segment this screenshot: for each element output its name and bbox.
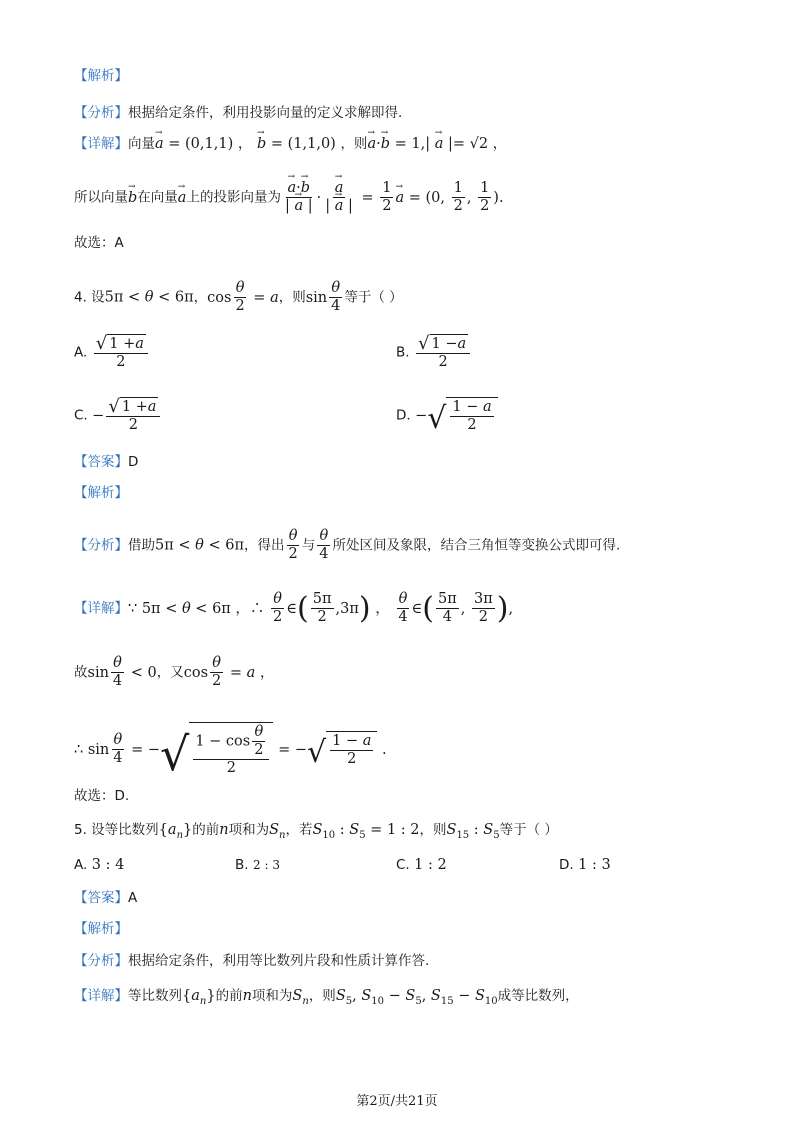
q4-sign-line: 故sin $\frac{\theta}{4}$ < 0，又cos $\frac{\theta}{2}$ = a ， [74,655,275,689]
q3-projection-line: 所以向量→ b在向量→ a上的投影向量为 → $\frac{a\cdot\to b}{| \to a |}$ · → $\frac{a}{| \to a |}$ = $\frac{1}{2}$ → a = (0, $\frac{1}{2}$ , $\frac{1}{2}$ ). [74,180,504,215]
q3-projection-formula: → $\frac{a\cdot\to b}{| \to a |}$ · → $\frac{a}{| \to a |}$ = $\frac{1}{2}$ → a = (0, $\frac{1}{2}$ , $\frac{1}{2}$ ). [281,190,504,206]
jiexi-tag: 【解析】 [74,68,128,84]
q5-xiangjie-line: 【详解】等比数列$\{a_n\}$的前n项和为$S_n$，则$S_5$, $S_{10} - S_5$, $S_{15} - S_{10}$成等比数列， [74,988,579,1007]
q4-option-a: A. √ 1 + a 2 [74,334,150,371]
q3-jiexi-line [74,66,128,86]
q5-stem: 5. 设等比数列$\{a_n\}$的前n项和为$S_n$，若$S_{10}$ : $S_5 = 1$ : 2，则$S_{15}$ : $S_5$等于（ ） [74,822,558,841]
q4-option-c: C. − √ 1 + a 2 [74,397,162,434]
q4-choice: 故选：D. [74,788,130,804]
q4-xiangjie-line: 【详解】∵ 5π < θ < 6π ，∴ $\frac{\theta}{2}$ ∈( $\frac{5\pi}{2}$ ,3π) ， $\frac{\theta}{4}$ ∈( $\frac{5\pi}{4}$ , $\frac{3\pi}{2}$ ), [74,590,514,626]
q3-dot-formula: → a·→ b = 1,| → a |= √2 ， [367,136,507,152]
q3-fenxi-line [74,103,402,123]
q4-fenxi-line: 【分析】借助5π < θ < 6π，得出 $\frac{\theta}{2}$ 与 $\frac{\theta}{4}$ 所处区间及象限，结合三角恒等变换公式即可得. [74,528,621,562]
q5-answer: 【答案】A [74,890,138,906]
q5-fenxi-line: 【分析】根据给定条件，利用等比数列片段和性质计算作答. [74,953,430,969]
q3-vector-formula: → a = (0,1,1) ， → b = (1,1,0) [155,136,340,152]
fenxi-tag: 【分析】 [74,105,128,121]
q3-xiangjie-line: 【详解】向量→ a = (0,1,1) ， → b = (1,1,0) ，则→ a·→ b = 1,| → a |= √2 ， [74,134,507,154]
q3-xiangjie-text: 向量 [128,136,155,152]
q4-result-line: ∴ sin $\frac{\theta}{4}$ = − √ 1 − cos $\frac{\theta}{2}$ 2 = − √ $\frac{1 - a}{2}$ . [74,724,387,781]
q5-option-a: A. 3 : 4 [74,857,125,873]
page-footer: 第2页/共21页 [356,1094,438,1109]
q4-answer: 【答案】D [74,454,139,470]
q4-option-b: B. √ 1 − a 2 [396,334,472,371]
q3-choice: 故选：A [74,235,124,251]
q5-jiexi-line: 【解析】 [74,921,128,937]
q4-jiexi-line: 【解析】 [74,485,128,501]
xiangjie-tag: 【详解】 [74,136,128,152]
q4-stem: 4. 设5π < θ < 6π，cos $\frac{\theta}{2}$ = a，则sin $\frac{\theta}{4}$ 等于（ ） [74,280,403,314]
q3-fenxi-text: 根据给定条件，利用投影向量的定义求解即得. [128,105,403,121]
q5-option-d: D. 1 : 3 [559,857,611,873]
q5-option-c: C. 1 : 2 [396,857,447,873]
q4-option-d: D. − √ $\frac{1 - a}{2}$ [396,397,498,434]
q5-option-b: B. 2 : 3 [235,857,280,873]
